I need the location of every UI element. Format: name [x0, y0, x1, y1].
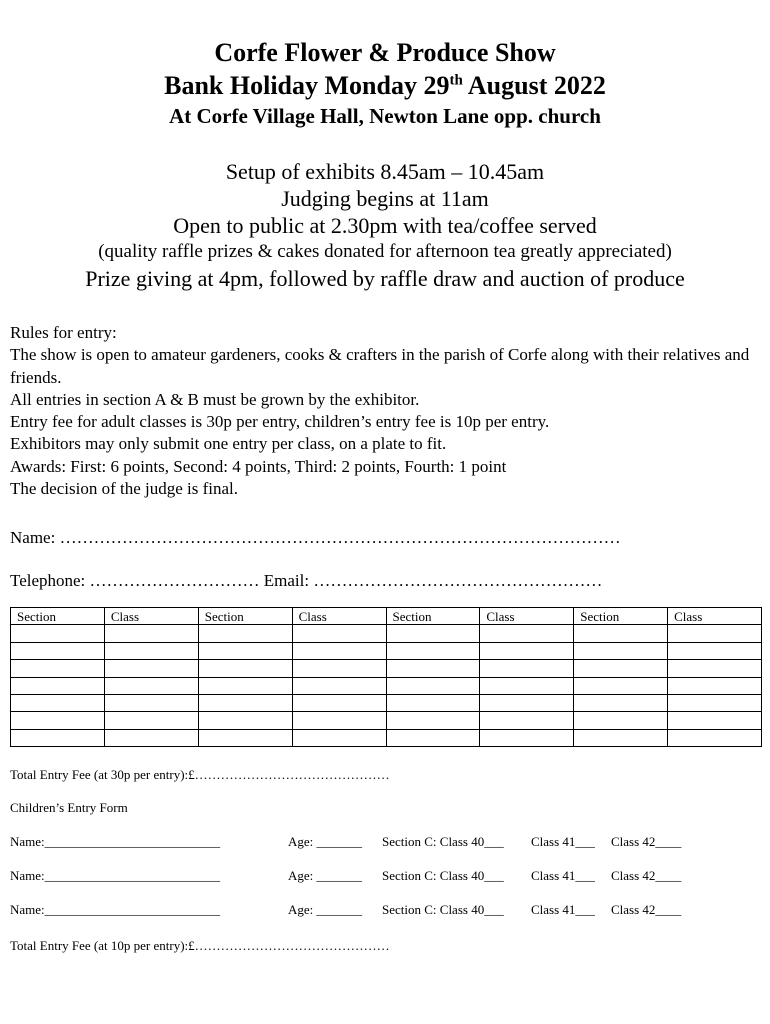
- header-class: Class: [292, 608, 386, 625]
- child-name-field[interactable]: Name:___________________________: [10, 834, 221, 849]
- class-cell[interactable]: [668, 642, 762, 659]
- header-section: Section: [386, 608, 480, 625]
- entry-table-row: [11, 660, 762, 677]
- show-title: Corfe Flower & Produce Show: [214, 38, 556, 67]
- class-cell[interactable]: [292, 729, 386, 746]
- rule-item: Awards: First: 6 points, Second: 4 points, Third: 2 points, Fourth: 1 point: [10, 456, 507, 476]
- child-class40-field[interactable]: Section C: Class 40___: [382, 834, 504, 849]
- child-class42-field[interactable]: Class 42____: [611, 902, 682, 917]
- entry-table-row: [11, 625, 762, 642]
- section-cell[interactable]: [198, 729, 292, 746]
- header-class: Class: [668, 608, 762, 625]
- class-cell[interactable]: [480, 694, 574, 711]
- child-class40-field[interactable]: Section C: Class 40___: [382, 902, 504, 917]
- class-cell[interactable]: [668, 712, 762, 729]
- setup-time: Setup of exhibits 8.45am – 10.45am: [225, 159, 545, 184]
- section-cell[interactable]: [11, 677, 105, 694]
- child-class42-field[interactable]: Class 42____: [611, 868, 682, 883]
- child-class42-field[interactable]: Class 42____: [611, 834, 682, 849]
- class-cell[interactable]: [292, 677, 386, 694]
- class-cell[interactable]: [480, 642, 574, 659]
- section-cell[interactable]: [574, 642, 668, 659]
- section-cell[interactable]: [198, 677, 292, 694]
- child-class40-field[interactable]: Section C: Class 40___: [382, 868, 504, 883]
- section-cell[interactable]: [11, 642, 105, 659]
- section-cell[interactable]: [386, 677, 480, 694]
- section-cell[interactable]: [11, 729, 105, 746]
- section-cell[interactable]: [386, 625, 480, 642]
- raffle-note: (quality raffle prizes & cakes donated for afternoon tea greatly appreciated): [98, 241, 672, 262]
- class-cell[interactable]: [292, 642, 386, 659]
- class-cell[interactable]: [480, 712, 574, 729]
- header-section: Section: [198, 608, 292, 625]
- show-date-main: Bank Holiday Monday 29: [164, 71, 450, 100]
- entry-table-row: [11, 729, 762, 746]
- entry-table: [10, 607, 762, 747]
- section-cell[interactable]: [574, 694, 668, 711]
- rule-item: Exhibitors may only submit one entry per class, on a plate to fit.: [10, 434, 447, 454]
- class-cell[interactable]: [104, 729, 198, 746]
- child-class41-field[interactable]: Class 41___: [531, 902, 595, 917]
- children-total-fee[interactable]: Total Entry Fee (at 10p per entry):£………………………………………: [10, 938, 390, 953]
- child-age-field[interactable]: Age: _______: [288, 902, 363, 917]
- class-cell[interactable]: [104, 677, 198, 694]
- class-cell[interactable]: [668, 729, 762, 746]
- rule-item: The decision of the judge is final.: [10, 479, 239, 499]
- rule-item: All entries in section A & B must be grown by the exhibitor.: [10, 389, 420, 409]
- rules-block: [10, 322, 765, 500]
- class-cell[interactable]: [480, 625, 574, 642]
- section-cell[interactable]: [386, 694, 480, 711]
- entry-table-header: [11, 608, 762, 625]
- section-cell[interactable]: [574, 660, 668, 677]
- adult-total-fee[interactable]: Total Entry Fee (at 30p per entry):£………………………………………: [10, 767, 390, 782]
- child-class41-field[interactable]: Class 41___: [531, 834, 595, 849]
- class-cell[interactable]: [292, 694, 386, 711]
- section-cell[interactable]: [198, 642, 292, 659]
- telephone-email-field[interactable]: Telephone: ………………………… Email: ……………………………………………: [10, 571, 603, 590]
- class-cell[interactable]: [292, 712, 386, 729]
- class-cell[interactable]: [292, 660, 386, 677]
- section-cell[interactable]: [11, 625, 105, 642]
- section-cell[interactable]: [574, 677, 668, 694]
- class-cell[interactable]: [104, 642, 198, 659]
- child-age-field[interactable]: Age: _______: [288, 868, 363, 883]
- header-section: Section: [574, 608, 668, 625]
- section-cell[interactable]: [386, 712, 480, 729]
- entry-table-row: [11, 677, 762, 694]
- section-cell[interactable]: [198, 712, 292, 729]
- entry-table-row: [11, 694, 762, 711]
- child-age-field[interactable]: Age: _______: [288, 834, 363, 849]
- class-cell[interactable]: [668, 625, 762, 642]
- class-cell[interactable]: [104, 625, 198, 642]
- child-name-field[interactable]: Name:___________________________: [10, 902, 221, 917]
- rules-heading: Rules for entry:: [10, 323, 117, 342]
- show-date: [0, 69, 770, 102]
- open-time: Open to public at 2.30pm with tea/coffee served: [173, 213, 597, 238]
- section-cell[interactable]: [574, 712, 668, 729]
- title-block: [0, 36, 770, 130]
- show-date-ordinal: th: [449, 72, 463, 89]
- class-cell[interactable]: [480, 729, 574, 746]
- prize-giving: Prize giving at 4pm, followed by raffle draw and auction of produce: [85, 266, 685, 291]
- class-cell[interactable]: [292, 625, 386, 642]
- class-cell[interactable]: [480, 660, 574, 677]
- show-date-month: August 2022: [462, 71, 606, 100]
- entry-table-row: [11, 712, 762, 729]
- header-class: Class: [480, 608, 574, 625]
- section-cell[interactable]: [386, 642, 480, 659]
- class-cell[interactable]: [668, 694, 762, 711]
- entry-table-row: [11, 642, 762, 659]
- section-cell[interactable]: [386, 660, 480, 677]
- section-cell[interactable]: [11, 694, 105, 711]
- child-class41-field[interactable]: Class 41___: [531, 868, 595, 883]
- class-cell[interactable]: [668, 660, 762, 677]
- child-name-field[interactable]: Name:___________________________: [10, 868, 221, 883]
- header-section: Section: [11, 608, 105, 625]
- schedule-block: [0, 158, 770, 292]
- class-cell[interactable]: [104, 694, 198, 711]
- section-cell[interactable]: [198, 694, 292, 711]
- children-form-heading: Children’s Entry Form: [10, 800, 128, 815]
- class-cell[interactable]: [480, 677, 574, 694]
- class-cell[interactable]: [668, 677, 762, 694]
- rule-item: Entry fee for adult classes is 30p per entry, children’s entry fee is 10p per entry.: [10, 412, 550, 432]
- section-cell[interactable]: [198, 625, 292, 642]
- show-venue: At Corfe Village Hall, Newton Lane opp. church: [169, 104, 601, 128]
- class-cell[interactable]: [104, 712, 198, 729]
- section-cell[interactable]: [11, 660, 105, 677]
- judging-time: Judging begins at 11am: [281, 186, 489, 211]
- section-cell[interactable]: [574, 729, 668, 746]
- section-cell[interactable]: [11, 712, 105, 729]
- section-cell[interactable]: [386, 729, 480, 746]
- rule-item: The show is open to amateur gardeners, cooks & crafters in the parish of Corfe along with their relatives and friends.: [10, 345, 750, 387]
- header-class: Class: [104, 608, 198, 625]
- name-field[interactable]: Name: ………………………………………………………………………………………: [10, 528, 621, 547]
- section-cell[interactable]: [574, 625, 668, 642]
- class-cell[interactable]: [104, 660, 198, 677]
- section-cell[interactable]: [198, 660, 292, 677]
